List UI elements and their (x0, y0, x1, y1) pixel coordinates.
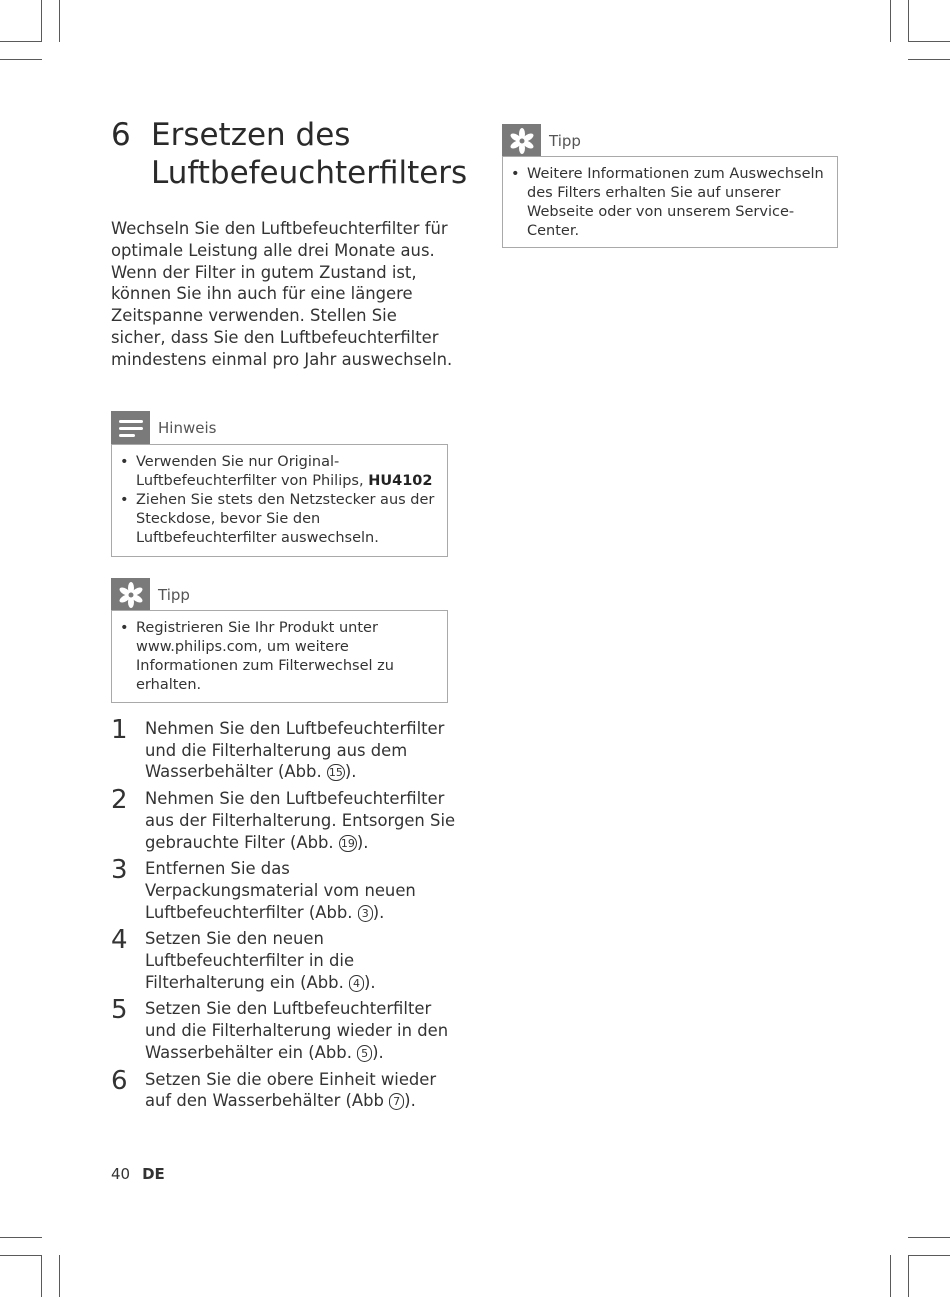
step-item (111, 855, 456, 923)
step-number: 2 (111, 785, 128, 816)
hinweis-header (111, 411, 216, 444)
step-text: Nehmen Sie den Luftbefeuchterfilter und die Filterhalterung aus dem Wasserbehälter (Abb. 15 ). (145, 719, 445, 782)
figure-ref: 7 (389, 1093, 404, 1110)
crop-mark (890, 0, 891, 42)
tipp-box-right (502, 156, 838, 248)
crop-mark (0, 1237, 42, 1238)
crop-mark (908, 1237, 950, 1238)
crop-mark (0, 41, 42, 42)
language-code: DE (142, 1165, 165, 1183)
figure-ref: 3 (358, 905, 373, 922)
list-item: • Ziehen Sie stets den Netzstecker aus der Steckdose, bevor Sie den Luftbefeuchterfilter auswechseln. (136, 491, 437, 548)
crop-mark (908, 59, 950, 60)
step-text: Nehmen Sie den Luftbefeuchterfilter aus der Filterhalterung. Entsorgen Sie gebrauchte Filter (Abb. 19 ). (145, 789, 456, 852)
step-item (111, 925, 456, 993)
tipp-header (111, 578, 190, 611)
step-number: 6 (111, 1065, 128, 1096)
page-footer (111, 1165, 165, 1183)
crop-mark (0, 59, 42, 60)
crop-mark (59, 0, 60, 42)
step-item (111, 785, 456, 853)
tipp-box (111, 610, 448, 703)
section-heading (111, 116, 468, 192)
step-text: Setzen Sie den Luftbefeuchterfilter und die Filterhalterung wieder in den Wasserbehälter ein (Abb. 5 ). (145, 999, 449, 1062)
figure-ref: 19 (340, 836, 355, 850)
crop-mark (59, 1255, 60, 1297)
step-item (111, 1065, 456, 1112)
step-item (111, 715, 456, 783)
list-item: • Weitere Informationen zum Auswechseln des Filters erhalten Sie auf unserer Webseite oder von unserem Service-Center. (527, 165, 827, 241)
step-number: 3 (111, 855, 128, 886)
crop-mark (41, 0, 42, 42)
figure-ref: 5 (357, 1045, 372, 1062)
list-item: • Verwenden Sie nur Original-Luftbefeuchterfilter von Philips, HU4102 (136, 453, 437, 491)
figure-ref: 4 (349, 975, 364, 992)
step-text: Entfernen Sie das Verpackungsmaterial vom neuen Luftbefeuchterfilter (Abb. 3 ). (145, 859, 416, 922)
crop-mark (908, 1255, 950, 1256)
tipp-header-right (502, 124, 581, 157)
model-number: HU4102 (368, 473, 433, 489)
tipp-label: Tipp (158, 585, 190, 604)
intro-paragraph: Wechseln Sie den Luftbefeuchterfilter für optimale Leistung alle drei Monate aus. Wenn der Filter in gutem Zustand ist, können Sie ihn auch für eine längere Zeitspanne verwenden. Stellen Sie sicher, dass Sie den Luftbefeuchterfilter mindestens einmal pro Jahr auswechseln. (111, 219, 453, 369)
figure-ref: 15 (328, 766, 343, 780)
crop-mark (0, 1255, 42, 1256)
step-text: Setzen Sie die obere Einheit wieder auf den Wasserbehälter (Abb 7 ). (145, 1069, 437, 1111)
crop-mark (908, 0, 909, 42)
step-text: Setzen Sie den neuen Luftbefeuchterfilter in die Filterhalterung ein (Abb. 4 ). (145, 929, 376, 992)
asterisk-icon (502, 124, 541, 157)
section-number: 6 (111, 117, 131, 153)
note-lines-icon (111, 411, 150, 444)
steps-list (111, 715, 456, 1117)
hinweis-box (111, 444, 448, 557)
list-item: • Registrieren Sie Ihr Produkt unter www.philips.com, um weitere Informationen zum Filterwechsel zu erhalten. (136, 619, 437, 695)
crop-mark (908, 41, 950, 42)
step-item (111, 995, 456, 1063)
step-number: 5 (111, 995, 128, 1026)
page-number: 40 (111, 1165, 131, 1183)
crop-mark (41, 1255, 42, 1297)
section-title: Ersetzen des Luftbefeuchterfilters (151, 117, 468, 191)
tipp-label: Tipp (549, 131, 581, 150)
crop-mark (908, 1255, 909, 1297)
hinweis-label: Hinweis (158, 418, 217, 437)
step-number: 4 (111, 925, 128, 956)
crop-mark (890, 1255, 891, 1297)
asterisk-icon (111, 578, 150, 611)
step-number: 1 (111, 715, 128, 745)
